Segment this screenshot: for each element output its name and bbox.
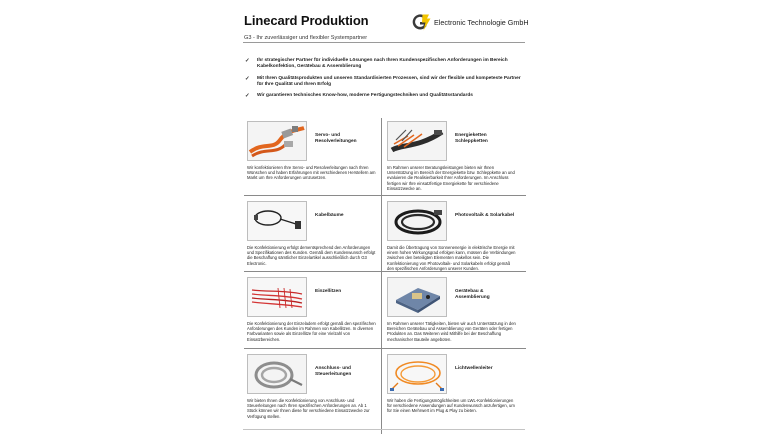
grid-row-divider [244, 195, 526, 196]
energy-chain-icon [387, 121, 447, 161]
product-description: Im Rahmen unserer Tätigkeiten, bieten wir auch Unterstützung in den Bereichen Gerätebau und Assemblierung von Geräten oder fertigen Produkten an. Das Weiteren wird Mithilfe bei der Beschaffung mechanischer Bauteile angeboten. [387, 321, 516, 342]
product-title: Photovoltaik & Solarkabel [455, 213, 515, 218]
fiber-optic-icon [387, 354, 447, 394]
servo-cable-icon [247, 121, 307, 161]
company-name: Electronic Technologie GmbH [434, 18, 529, 27]
product-description: Damit die Übertragung von Sonnenenergie in elektrische Energie mit einem hohen Wirkungsgrad erfolgen kann, müssen die Verbindungen zwischen den beteiligten Elementen makellos sein. Die Konfektionierung von Photovoltaik- und Solarkabeln erfolgt gemäß den spezifischen Anforderungen unserer Kunden. [387, 245, 516, 271]
linecard-page [233, 8, 536, 432]
company-logo [411, 14, 529, 31]
checkmark-icon: ✓ [245, 75, 250, 82]
single-wires-icon [247, 277, 307, 317]
g3-logo-icon [411, 14, 431, 31]
product-title: Einzellitzen [315, 289, 342, 294]
intro-bullet-list [244, 58, 524, 105]
product-grid [244, 118, 526, 434]
checkmark-icon: ✓ [245, 93, 250, 99]
product-description: Wir bieten Ihnen die Konfektionierung von Anschluss- und Steuerleitungen nach Ihren spezifischen Anforderungen an. Ab 1 Stück können wir Ihnen diese für verschiedene Einsatzzwecke zur Verfügung stellen. [247, 398, 370, 419]
product-title: Gerätebau & Assemblierung [455, 289, 490, 300]
product-title: Lichtwellenleiter [455, 366, 493, 371]
grid-column-divider [381, 118, 382, 434]
intro-bullet: ✓ Wir garantieren technisches Know-how, moderne Fertigungstechniken und Qualitätsstandards [245, 93, 473, 99]
product-title: Energieketten Schleppketten [455, 133, 488, 144]
product-description: Im Rahmen unserer Beratungsleistungen bieten wir Ihnen Unterstützung im Bereich der Energiekette bzw. Schleppkette an und evaluieren die Realisierbarkeit Ihrer Anforderungen. Im Anschluss fertigen wir Ihre einsatzfertige Energiekette für verschiedene Einsatzzwecke an. [387, 165, 515, 191]
product-description: Wir haben die Fertigungsmöglichkeiten um LWL-Konfektionierungen für verschiedene Anwendungen auf Kundenwunsch anzufertigen, um für Sie einen Mehrwert im Plug & Play zu bieten. [387, 398, 515, 414]
control-cable-icon [247, 354, 307, 394]
device-assembly-icon [387, 277, 447, 317]
product-description: Die Konfektionierung der Einzeladern erfolgt gemäß den spezifischen Anforderungen des Kunden im Rahmen von Kabellitzen. In diversen Farbvarianten sowie als Einzellitze für eine Vielzahl von Einsatzbereichen. [247, 321, 376, 342]
footer-divider [243, 429, 525, 430]
grid-row-divider [244, 348, 526, 349]
header-divider [243, 42, 525, 43]
intro-bullet: ✓ Ihr strategischer Partner für individuelle Lösungen nach Ihren Kundenspezifischen Anforderungen im Bereich Kabelkonfektion, Gerätebau & Assemblierung [245, 58, 508, 69]
grid-row-divider [244, 271, 526, 272]
product-title: Anschluss- und Steuerleitungen [315, 366, 352, 377]
checkmark-icon: ✓ [245, 58, 250, 64]
product-title: Servo- und Resolverleitungen [315, 133, 357, 144]
harness-icon [247, 201, 307, 241]
solar-cable-icon [387, 201, 447, 241]
intro-bullet: ✓ Mit Ihren Qualitätsprodukten und unseren Standardisierten Prozessen, sind wir der flexible und kompeteste Partner für Ihre Qualität und Ihren Erfolg [245, 75, 521, 87]
page-title: Linecard Produktion [244, 13, 369, 28]
page-subtitle: G3 - Ihr zuverlässiger und flexibler Systempartner [244, 35, 368, 41]
product-description: Wir konfektionieren Ihre Servo- und Resolverleitungen nach Ihren Wünschen und haben Erfahrungen mit verschiedenen Herstellern am Markt um Ihre Anforderungen umzusetzen. [247, 165, 376, 181]
product-title: Kabelbäume [315, 213, 344, 218]
product-description: Die Konfektionierung erfolgt dementsprechend den Anforderungen und Spezifikationen des Kunden. Gemäß dem Kundenwunsch erfolgt die Beschaffung sämtlicher Einzelartikel ausschließlich durch G3 Electronic. [247, 245, 376, 266]
